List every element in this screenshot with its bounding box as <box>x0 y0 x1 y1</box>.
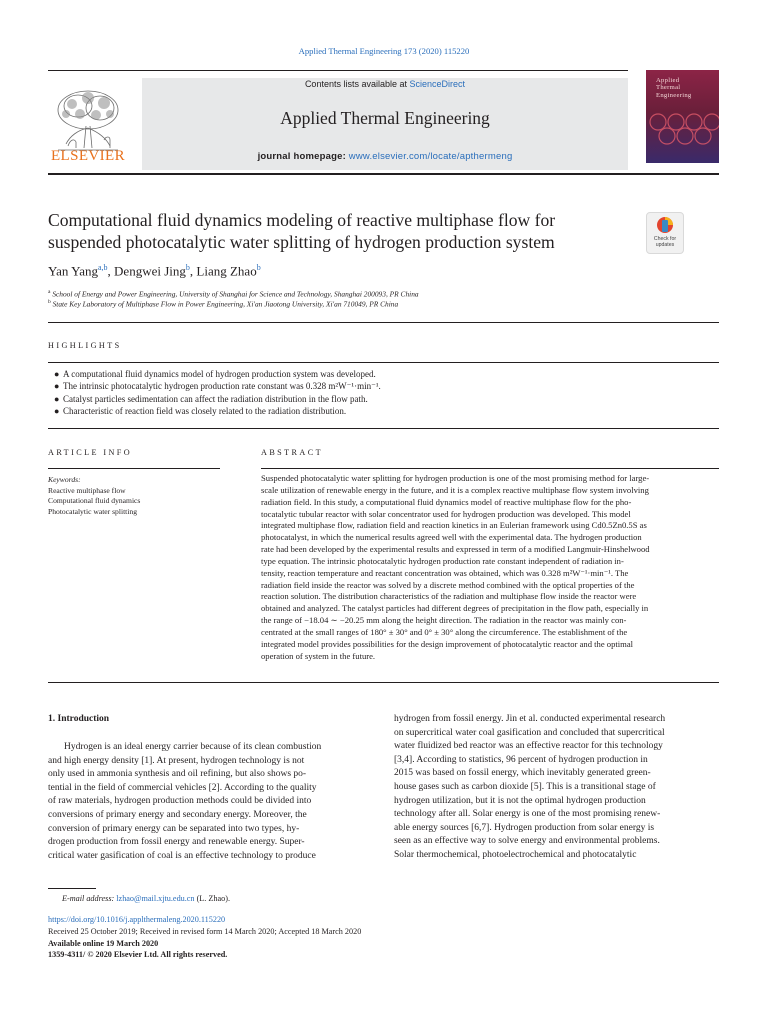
body-line: able energy sources [6,7]. Hydrogen production from solar energy is <box>394 822 655 833</box>
corresponding-email-footnote <box>62 894 230 903</box>
highlight-text: The intrinsic photocatalytic hydrogen production rate constant was 0.328 m²W⁻¹·min⁻¹. <box>63 381 381 392</box>
body-line: only used in ammonia synthesis and oil refining, but also shows po- <box>48 769 307 780</box>
section-divider <box>48 362 719 363</box>
elsevier-logo-text: ELSEVIER <box>50 148 126 164</box>
highlight-text: Characteristic of reaction field was closely related to the radiation distribution. <box>63 406 347 417</box>
body-line: technology after all. Solar energy is one of the most promising renew- <box>394 809 661 820</box>
author-affiliation-ref[interactable]: a,b <box>97 263 108 272</box>
crossmark-label: Check for updates <box>653 236 677 248</box>
abstract-line: rate had been developed by the experimental results and expressed in term of a modified Langmuir-Hinshelwood <box>261 544 650 555</box>
body-line: house gases such as carbon dioxide [5]. This is a transitional stage of <box>394 781 656 792</box>
highlight-item <box>54 393 381 405</box>
body-line: critical water gasification of coal is an effective technology to produce <box>48 850 316 861</box>
journal-title: Applied Thermal Engineering <box>280 108 490 128</box>
publication-info <box>48 914 361 961</box>
introduction-heading: 1. Introduction <box>48 714 110 724</box>
bullet-icon: ● <box>54 381 60 392</box>
section-divider <box>48 682 719 683</box>
section-divider <box>48 428 719 429</box>
keyword: Photocatalytic water splitting <box>48 506 137 516</box>
journal-citation-link[interactable]: Applied Thermal Engineering 173 (2020) 115220 <box>298 46 470 56</box>
bullet-icon: ● <box>54 406 60 417</box>
author-name[interactable]: Dengwei Jing <box>114 263 186 279</box>
cover-title-line: Engineering <box>656 91 692 99</box>
affiliation-text: School of Energy and Power Engineering, University of Shanghai for Science and Technology, Shanghai 200093, PR China <box>52 289 419 299</box>
keywords-label: Keywords: <box>48 475 81 484</box>
keyword: Reactive multiphase flow <box>48 486 126 495</box>
header-top-rule <box>48 70 628 71</box>
abstract-line: radiation field inside the reactor was solved by a discrete method combined with the optical properties of the <box>261 579 635 590</box>
header-bottom-rule <box>48 173 719 175</box>
body-line: drogen production from fossil energy and renewable energy. Super- <box>48 837 305 848</box>
body-line: hydrogen utilization, but it is not the optimal hydrogen production <box>394 795 646 806</box>
abstract-body <box>261 473 719 663</box>
keyword-list <box>48 486 140 517</box>
author-name[interactable]: Yan Yang <box>48 263 98 279</box>
body-line: tential in the field of commercial vehicles [2]. According to the quality <box>48 782 317 793</box>
highlight-item <box>54 405 381 417</box>
body-line: conversion of primary energy can be separated into two types, hy- <box>48 823 300 834</box>
keyword: Computational fluid dynamics <box>48 496 141 506</box>
article-info-rule <box>48 468 220 469</box>
body-line: conversions of primary energy and secondary energy. Moreover, the <box>48 809 307 820</box>
crossmark-icon <box>656 216 674 236</box>
email-link[interactable]: lzhao@mail.xjtu.edu.cn <box>116 894 195 903</box>
abstract-line: Suspended photocatalytic water splitting for hydrogen production is one of the most promising method for large- <box>261 473 650 483</box>
article-title <box>48 209 638 253</box>
article-title-line: Computational fluid dynamics modeling of reactive multiphase flow for <box>48 210 556 230</box>
body-line: hydrogen from fossil energy. Jin et al. conducted experimental research <box>394 714 666 724</box>
cover-pattern-icon <box>646 108 719 148</box>
body-line: on supercritical water coal gasification and concluded that supercritical <box>394 727 665 738</box>
abstract-line: tensity, reaction temperature and reactant concentration was obtained, which was 0.328 m²W⁻¹·min⁻¹. The <box>261 567 629 578</box>
abstract-line: radiation field. In this study, a computational fluid dynamics model of reactive multiphase flow for the pho- <box>261 496 632 507</box>
body-line: of raw materials, hydrogen production methods could be divided into <box>48 796 312 807</box>
email-suffix: (L. Zhao). <box>196 894 230 903</box>
abstract-line: reaction solution. The distribution characteristics of the radiation and multiphase flow inside the reactor were <box>261 591 637 602</box>
abstract-line: scale utilization of renewable energy in the future, and it is a complex reactive multiphase flow system involving <box>261 484 649 495</box>
cover-title <box>656 77 692 99</box>
abstract-line: tocatalytic tubular reactor with solar concentrator used for hydrogen production was developed. This model <box>261 508 631 519</box>
author-affiliation-ref[interactable]: b <box>185 263 190 272</box>
abstract-line: operation of system in the future. <box>261 650 376 661</box>
abstract-line: integrated multiphase flow, radiation field and reaction kinetics in an Eulerian framework using Cd0.5Zn0.5S as <box>261 520 647 531</box>
homepage-url-link[interactable]: www.elsevier.com/locate/apthermeng <box>348 151 513 162</box>
abstract-line: the range of −18.04 ∼ −20.25 mm along the height direction. The radiation in the reactor was mainly con- <box>261 615 627 626</box>
highlights-list <box>54 368 381 418</box>
affiliation-marker: b <box>48 299 51 305</box>
body-line: [3,4]. According to statistics, 96 percent of hydrogen production in <box>394 754 648 765</box>
abstract-line: integrated model provides possibilities for the design improvement of photocatalytic reactor and the optimal <box>261 638 634 649</box>
bullet-icon: ● <box>54 369 60 379</box>
affiliation <box>48 289 419 298</box>
copyright: 1359-4311/ © 2020 Elsevier Ltd. All rights reserved. <box>48 950 228 960</box>
doi-link[interactable]: https://doi.org/10.1016/j.applthermaleng.2020.115220 <box>48 915 226 924</box>
highlight-item <box>54 380 381 392</box>
abstract-heading: ABSTRACT <box>261 448 323 457</box>
body-line: 2015 was based on fossil energy, which inevitably generated green- <box>394 768 651 779</box>
affiliation-marker: a <box>48 289 51 295</box>
footnote-rule <box>48 888 96 889</box>
cover-title-line: Applied <box>656 77 680 84</box>
body-line: water fluidized bed reactor was an effective reactor for this technology <box>394 741 663 752</box>
cover-title-line: Thermal <box>656 84 681 92</box>
sciencedirect-link[interactable]: ScienceDirect <box>409 79 466 89</box>
received-dates: Received 25 October 2019; Received in revised form 14 March 2020; Accepted 18 March 2020 <box>48 926 362 936</box>
check-for-updates-button[interactable] <box>646 212 684 254</box>
contents-line <box>142 79 628 89</box>
body-line <box>48 741 373 755</box>
author-name[interactable]: Liang Zhao <box>196 263 257 279</box>
author-separator: , <box>189 263 197 279</box>
article-title-line: suspended photocatalytic water splitting of hydrogen production system <box>48 232 555 252</box>
email-label: E-mail address: <box>62 894 115 903</box>
introduction-column-1 <box>48 741 373 863</box>
journal-homepage <box>142 151 628 162</box>
affiliation <box>48 299 398 308</box>
author-list <box>48 263 261 279</box>
abstract-line: obtained and analyzed. The catalyst particles had different degrees of precipitation in the flow path, especially in <box>261 603 649 614</box>
abstract-line: photocatalyst, in which the numerical results agreed well with the experimental data. The hydrogen production <box>261 532 642 543</box>
highlight-text: Catalyst particles sedimentation can affect the radiation distribution in the flow path. <box>63 393 368 404</box>
author-separator: , <box>107 263 115 279</box>
author-affiliation-ref[interactable]: b <box>256 263 261 272</box>
body-line: seen as an effective way to solve energy and environmental problems. <box>394 836 660 847</box>
available-online: Available online 19 March 2020 <box>48 938 159 948</box>
highlights-heading: HIGHLIGHTS <box>48 341 122 350</box>
section-divider <box>48 322 719 323</box>
journal-cover-thumbnail[interactable] <box>646 70 719 163</box>
abstract-line: type equation. The intrinsic photocatalytic hydrogen production rate constant independent of radiation in- <box>261 555 624 566</box>
body-line: and high energy density [1]. At present, hydrogen technology is not <box>48 755 305 766</box>
body-line: Solar thermochemical, photoelectrochemical and photocatalytic <box>394 849 637 860</box>
highlight-text: A computational fluid dynamics model of hydrogen production system was developed. <box>63 369 376 379</box>
affiliation-text: State Key Laboratory of Multiphase Flow in Power Engineering, Xi'an Jiaotong University, Xi'an 710049, PR China <box>52 299 399 309</box>
highlight-item <box>54 368 381 380</box>
homepage-prefix: journal homepage: <box>257 151 346 162</box>
introduction-column-2 <box>394 713 719 863</box>
body-line-text: Hydrogen is an ideal energy carrier because of its clean combustion <box>64 742 322 752</box>
abstract-rule <box>261 468 719 469</box>
abstract-line: centrated at the small ranges of 180° ± 30° and 0° ± 30° along the circumference. The establishment of the <box>261 626 628 637</box>
bullet-icon: ● <box>54 393 60 404</box>
article-info-heading: ARTICLE INFO <box>48 448 133 457</box>
contents-prefix: Contents lists available at <box>304 79 407 89</box>
